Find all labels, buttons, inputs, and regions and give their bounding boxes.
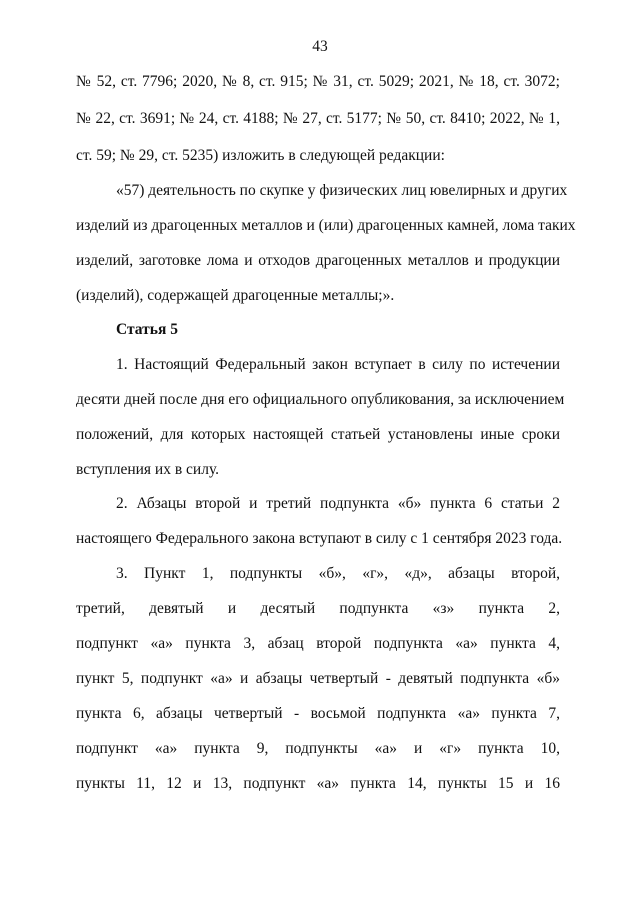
text-line: № 22, ст. 3691; № 24, ст. 4188; № 27, ст. 5177; № 50, ст. 8410; 2022, № 1,	[76, 110, 560, 127]
text-line: настоящего Федерального закона вступают в силу с 1 сентября 2023 года.	[76, 530, 563, 547]
text-line: ст. 59; № 29, ст. 5235) изложить в следующей редакции:	[76, 147, 445, 164]
text-line: десяти дней после дня его официального опубликования, за исключением	[76, 391, 565, 408]
text-line: «57) деятельность по скупке у физических лиц ювелирных и других	[116, 182, 568, 199]
text-line: 1. Настоящий Федеральный закон вступает в силу по истечении	[116, 356, 560, 373]
text-line: 3. Пункт 1, подпункты «б», «г», «д», абзацы второй,	[116, 565, 560, 582]
text-line: подпункт «а» пункта 9, подпункты «а» и «г» пункта 10,	[76, 740, 560, 757]
text-line: пункт 5, подпункт «а» и абзацы четвертый - девятый подпункта «б»	[76, 670, 560, 687]
text-line: № 52, ст. 7796; 2020, № 8, ст. 915; № 31, ст. 5029; 2021, № 18, ст. 3072;	[76, 73, 560, 90]
text-line: вступления их в силу.	[76, 461, 220, 478]
text-line: пункта 6, абзацы четвертый - восьмой подпункта «а» пункта 7,	[76, 705, 560, 722]
text-line: 2. Абзацы второй и третий подпункта «б» пункта 6 статьи 2	[116, 495, 560, 512]
article-heading: Статья 5	[116, 321, 178, 338]
text-line: изделий из драгоценных металлов и (или) драгоценных камней, лома таких	[76, 217, 576, 234]
text-line: (изделий), содержащей драгоценные металлы;».	[76, 287, 395, 304]
text-line: пункты 11, 12 и 13, подпункт «а» пункта 14, пункты 15 и 16	[76, 775, 560, 792]
text-line: положений, для которых настоящей статьей установлены иные сроки	[76, 426, 560, 443]
text-line: подпункт «а» пункта 3, абзац второй подпункта «а» пункта 4,	[76, 635, 560, 652]
text-line: третий, девятый и десятый подпункта «з» пункта 2,	[76, 600, 560, 617]
text-line: изделий, заготовке лома и отходов драгоценных металлов и продукции	[76, 252, 560, 269]
page-number: 43	[312, 38, 328, 55]
